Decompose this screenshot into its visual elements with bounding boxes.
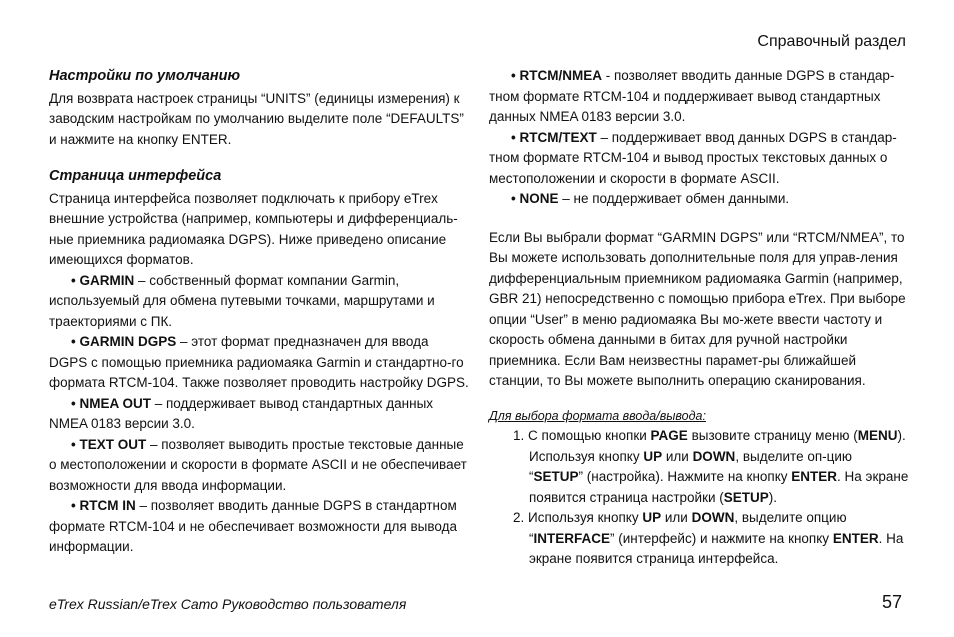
dgps-paragraph: Если Вы выбрали формат “GARMIN DGPS” или “RTCM/NMEA”, то Вы можете использовать дополнительные поля для управ-ления дифференциальным приемником радиомаяка Garmin (например, GBR 21) непосредственно с помощью прибора eTrex. При выборе опции “User” в меню радиомаяка Вы мо-жете ввести частоту и скорость обмена данными в битах для ручной настройки приемника. Если Вам неизвестны парамет-ры ближайшей станции, то Вы можете выполнить операцию сканирования.	[489, 229, 906, 388]
step-2: 2. Используя кнопку UP или DOWN, выделите опцию “INTERFACE” (интерфейс) и нажмите на кнопку ENTER. На экране появится страница интерфейса.	[513, 510, 904, 566]
bullet-none: • NONE – не поддерживает обмен данными.	[511, 191, 790, 206]
page-number: 57	[881, 592, 902, 612]
left-column	[49, 66, 469, 558]
bullet-rtcm-nmea: • RTCM/NMEA - позволяет вводить данные DGPS в стандар-тном формате RTCM-104 и поддерживает вывод стандартных данных NMEA 0183 версии 3.0.	[489, 68, 895, 124]
defaults-text: Для возврата настроек страницы “UNITS” (единицы измерения) к заводским настройкам по умолчанию выделите поле “DEFAULTS” и нажмите на кнопку ENTER.	[49, 90, 464, 147]
step-1: 1. С помощью кнопки PAGE вызовите страницу меню (MENU). Используя кнопку UP или DOWN, выделите оп-цию “SETUP” (настройка). Нажмите на кнопку ENTER. На экране появится страница настройки (SETUP).	[513, 428, 909, 505]
manual-title-footer: eTrex Russian/eTrex Camo Руководство пользователя	[49, 596, 407, 612]
bullet-rtcm-text: • RTCM/TEXT – поддерживает ввод данных DGPS в стандар-тном формате RTCM-104 и вывод простых текстовых данных о местоположении и скорости в формате ASCII.	[489, 129, 897, 186]
section-header: Справочный раздел	[757, 33, 906, 50]
bullet-garmin-dgps: • GARMIN DGPS – этот формат предназначен для ввода DGPS с помощью приемника радиомаяка Garmin и стандартно-го формата RTCM-104. Также позволяет проводить настройку DGPS.	[49, 334, 469, 390]
defaults-heading: Настройки по умолчанию	[49, 68, 241, 84]
right-column	[489, 66, 909, 570]
interface-heading: Страница интерфейса	[49, 168, 222, 184]
bullet-rtcm-in: • RTCM IN – позволяет вводить данные DGPS в стандартном формате RTCM-104 и не обеспечивает возможности для вывода информации.	[49, 498, 457, 554]
bullet-garmin: • GARMIN – собственный формат компании Garmin, используемый для обмена путевыми точками, маршрутами и траекториями с ПК.	[49, 272, 435, 329]
procedure-title: Для выбора формата ввода/вывода:	[489, 408, 706, 423]
bullet-text-out: • TEXT OUT – позволяет выводить простые текстовые данные о местоположении и скорости в формате ASCII и не обеспечивает возможности для ввода информации.	[49, 436, 467, 493]
bullet-nmea-out: • NMEA OUT – поддерживает вывод стандартных данных NMEA 0183 версии 3.0.	[49, 395, 434, 431]
interface-text: Страница интерфейса позволяет подключать к прибору eTrex внешние устройства (например, компьютеры и дифференциаль-ные приемника радиомаяка DGPS). Ниже приведено описание имеющихся форматов.	[49, 190, 458, 267]
